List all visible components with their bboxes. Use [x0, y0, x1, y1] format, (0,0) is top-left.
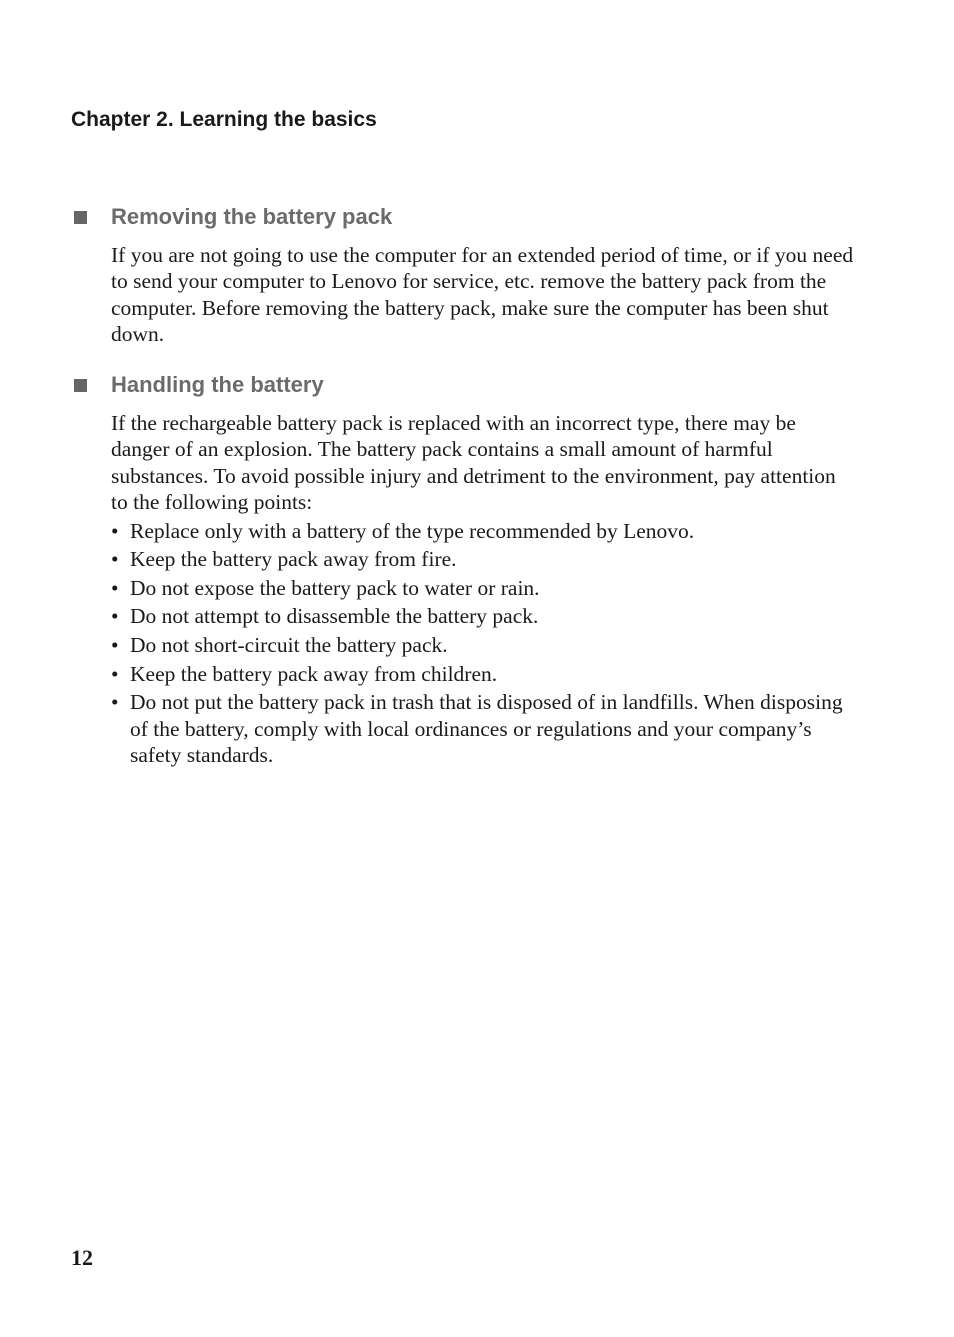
list-item-text: Do not put the battery pack in trash that is disposed of in landfills. When disposing of the battery, comply with local ordinances or regulations and your company’s safety standards.: [130, 690, 843, 767]
list-item: [111, 632, 856, 658]
bullet-dot-icon: •: [111, 604, 119, 629]
list-item: [111, 575, 856, 601]
bullet-dot-icon: •: [111, 547, 119, 572]
list-item: [111, 661, 856, 687]
list-item-text: Keep the battery pack away from fire.: [130, 547, 457, 572]
section-removing-battery: [71, 202, 861, 348]
list-item: [111, 603, 856, 629]
list-item-text: Do not attempt to disassemble the battery pack.: [130, 604, 539, 629]
square-bullet-icon: [74, 379, 87, 392]
square-bullet-icon: [74, 211, 87, 224]
list-item-text: Do not expose the battery pack to water or rain.: [130, 575, 540, 600]
bullet-dot-icon: •: [111, 661, 119, 686]
section-title: Handling the battery: [111, 372, 324, 397]
section-paragraph: If the rechargeable battery pack is replaced with an incorrect type, there may be danger of an explosion. The battery pack contains a small amount of harmful substances. To avoid possible injury and detriment to the environment, pay attention to the following points:: [111, 411, 836, 515]
section-title: Removing the battery pack: [111, 204, 393, 229]
list-item-text: Do not short-circuit the battery pack.: [130, 633, 448, 657]
chapter-header: Chapter 2. Learning the basics: [71, 108, 377, 131]
page-number: 12: [71, 1245, 93, 1270]
section-heading: [71, 202, 861, 232]
list-item: [111, 546, 856, 572]
bullet-dot-icon: •: [111, 633, 119, 657]
bullet-dot-icon: •: [111, 690, 119, 715]
section-content: [111, 410, 856, 768]
section-heading: [71, 370, 861, 400]
list-item-text: Keep the battery pack away from children.: [130, 661, 498, 686]
section-paragraph: If you are not going to use the computer for an extended period of time, or if you need to send your computer to Lenovo for service, etc. remove the battery pack from the computer. Before removing the battery pack, make sure the computer has been shut down.: [111, 243, 854, 347]
list-item: [111, 518, 856, 544]
list-item-text: Replace only with a battery of the type recommended by Lenovo.: [130, 518, 695, 543]
list-item: [111, 689, 856, 768]
bullet-dot-icon: •: [111, 575, 119, 600]
section-handling-battery: [71, 370, 861, 771]
bullet-list: [111, 518, 856, 769]
bullet-dot-icon: •: [111, 518, 119, 543]
